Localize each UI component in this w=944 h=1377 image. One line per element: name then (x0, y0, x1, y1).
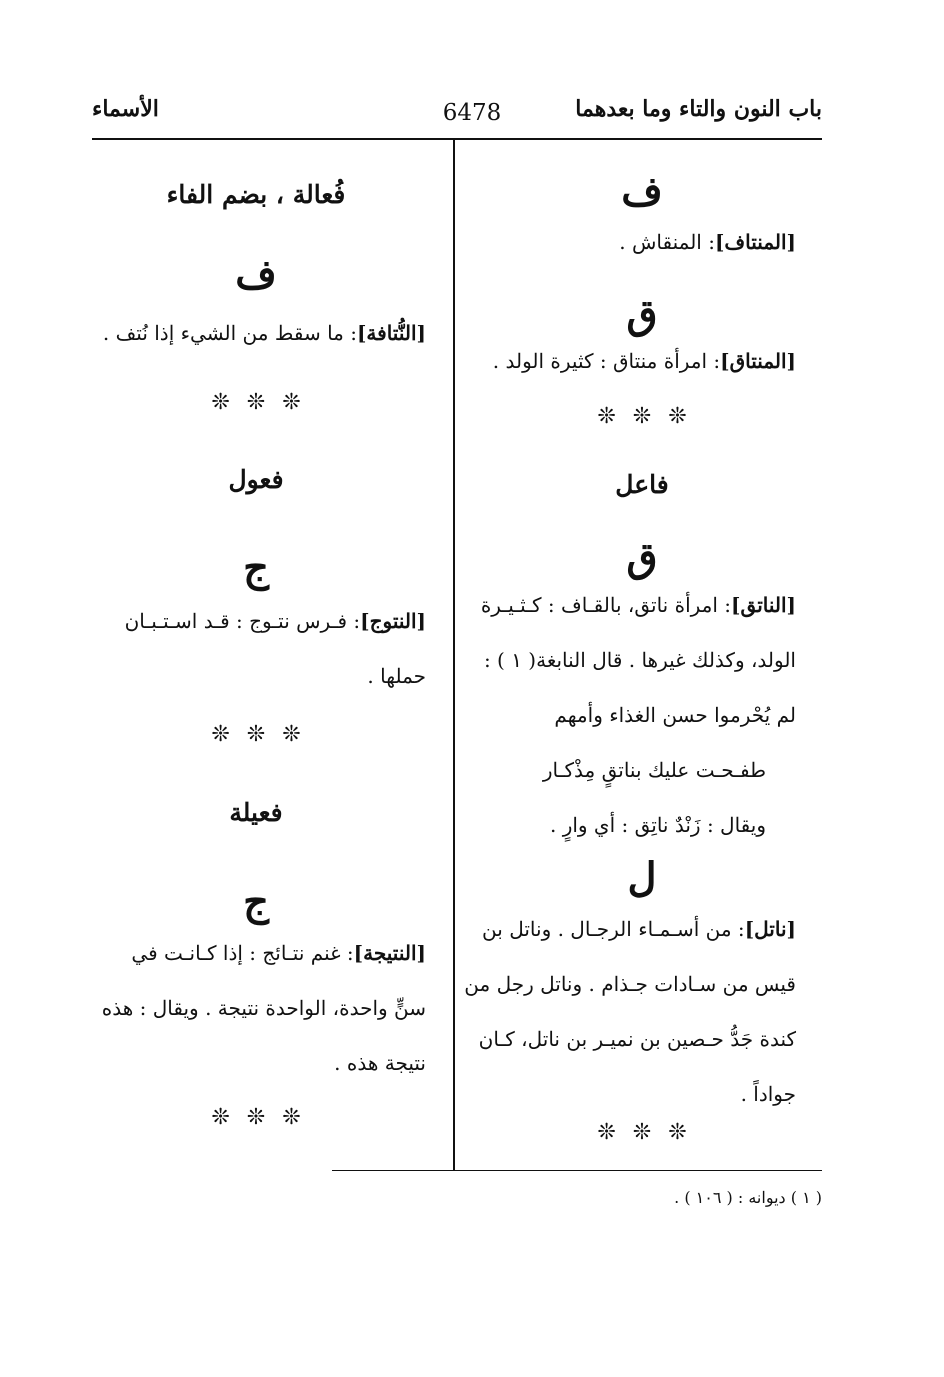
entry-nutafa (86, 306, 426, 361)
entry-mintaq (462, 334, 822, 389)
letter-heading: ف (235, 251, 277, 298)
section-title: الأسماء (92, 96, 159, 122)
letter-heading: ف (621, 168, 663, 215)
section-separator: ❊ ❊ ❊ (211, 1105, 301, 1130)
pattern-heading: فعول (228, 465, 284, 494)
column-divider (453, 140, 455, 1170)
entry-natuj (86, 594, 426, 704)
entry-definition: : امرأة ناتق، بالقـاف : كـثـيـرة (480, 593, 732, 617)
header-rule (92, 138, 822, 140)
entry-natiq (462, 578, 822, 853)
footnote: ( ١ ) ديوانه : ( ١٠٦ ) . (674, 1188, 822, 1207)
chapter-title: باب النون والتاء وما بعدهما (575, 96, 822, 122)
page-number: 6478 (442, 100, 502, 126)
entry-line: سنٍّ واحدة، الواحدة نتيجة . ويقال : هذه (101, 996, 426, 1020)
entry-natija (86, 926, 426, 1091)
entry-line (462, 902, 796, 957)
entry-term: [ناتل] (744, 917, 796, 941)
entry-mintaf (462, 215, 822, 270)
entry-definition: : فـرس نتـوج : قـد اسـتـبـان (124, 609, 361, 633)
entry-term: [المنتاف] (714, 230, 796, 254)
entry-term: [النُّتافة] (356, 321, 426, 345)
entry-natil (462, 902, 822, 1122)
pattern-heading: فعيلة (229, 798, 283, 827)
section-separator: ❊ ❊ ❊ (597, 1120, 687, 1145)
entry-definition: : المنقاش . (619, 230, 715, 254)
section-separator: ❊ ❊ ❊ (211, 722, 301, 747)
entry-line (86, 594, 426, 649)
entry-term: [النتوج] (360, 609, 426, 633)
entry-line: ويقال : زَنْدٌ ناتِق : أي وارٍ . (549, 813, 766, 837)
poem-line: طفـحـت عليك بناتقٍ مِذْكـار (542, 758, 766, 782)
section-separator: ❊ ❊ ❊ (211, 390, 301, 415)
entry-line: كندة جَدُّ حـصين بن نميـر بن ناتل، كـان (478, 1027, 796, 1051)
footnote-rule (332, 1170, 822, 1171)
entry-term: [النتيجة] (353, 941, 426, 965)
entry-line: جواداً . (740, 1082, 796, 1106)
letter-heading: ل (627, 854, 657, 901)
pattern-heading: فُعالة ، بضم الفاء (166, 180, 346, 209)
pattern-heading: فاعل (615, 470, 669, 499)
entry-definition: : امرأة منتاق : كثيرة الولد . (492, 349, 721, 373)
poem-line: لم يُحْرموا حسن الغذاء وأمهم (554, 703, 796, 727)
entry-line: حملها . (367, 664, 426, 688)
entry-line: نتيجة هذه . (334, 1051, 426, 1075)
entry-line (462, 578, 796, 633)
entry-line: قيس من سـادات جـذام . وناتل رجل من (464, 972, 796, 996)
section-separator: ❊ ❊ ❊ (597, 404, 687, 429)
entry-term: [المنتاق] (720, 349, 796, 373)
entry-term: [الناتق] (731, 593, 796, 617)
entry-definition: : ما سقط من الشيء إذا نُتف . (102, 321, 357, 345)
entry-line: الولد، وكذلك غيرها . قال النابغة( ١ ) : (483, 648, 796, 672)
letter-heading: ج (243, 544, 269, 591)
letter-heading: ق (626, 291, 658, 338)
letter-heading: ق (626, 534, 658, 581)
entry-line (86, 926, 426, 981)
letter-heading: ج (243, 878, 269, 925)
entry-definition: : من أسـمـاء الرجـال . وناتل بن (482, 917, 745, 941)
entry-definition: : غنم نتـائج : إذا كـانـت في (131, 941, 354, 965)
